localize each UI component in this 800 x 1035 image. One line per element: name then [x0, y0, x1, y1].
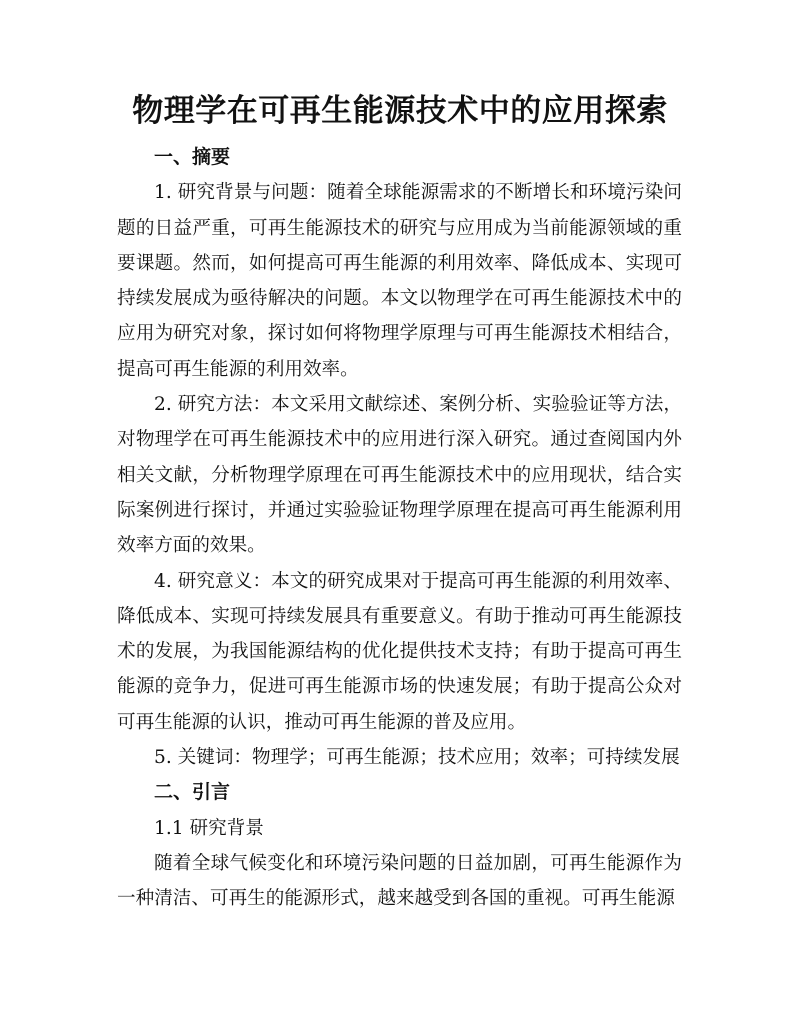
paragraph-introduction: 随着全球气候变化和环境污染问题的日益加剧，可再生能源作为一种清洁、可再生的能源形式，越来越受到各国的重视。可再生能源	[117, 852, 682, 910]
document-title: 物理学在可再生能源技术中的应用探索	[132, 93, 668, 129]
document-body	[117, 140, 682, 917]
paragraph-research-methods: 2. 研究方法：本文采用文献综述、案例分析、实验验证等方法，对物理学在可再生能源技术中的应用进行深入研究。通过查阅国内外相关文献，分析物理学原理在可再生能源技术中的应用现状，结合实际案例进行探讨，并通过实验验证物理学原理在提高可再生能源利用效率方面的效果。	[117, 394, 682, 557]
paragraph-research-significance: 4. 研究意义：本文的研究成果对于提高可再生能源的利用效率、降低成本、实现可持续发展具有重要意义。有助于推动可再生能源技术的发展，为我国能源结构的优化提供技术支持；有助于提高可再生能源的竞争力，促进可再生能源市场的快速发展；有助于提高公众对可再生能源的认识，推动可再生能源的普及应用。	[117, 570, 682, 733]
subsection-heading-background: 1.1 研究背景	[154, 817, 264, 839]
paragraph-research-background: 1. 研究背景与问题：随着全球能源需求的不断增长和环境污染问题的日益严重，可再生能源技术的研究与应用成为当前能源领域的重要课题。然而，如何提高可再生能源的利用效率、降低成本、实现可持续发展成为亟待解决的问题。本文以物理学在可再生能源技术中的应用为研究对象，探讨如何将物理学原理与可再生能源技术相结合，提高可再生能源的利用效率。	[117, 182, 682, 380]
paragraph-keywords: 5. 关键词：物理学；可再生能源；技术应用；效率；可持续发展	[154, 747, 680, 769]
section-heading-abstract: 一、摘要	[154, 146, 231, 168]
section-heading-introduction: 二、引言	[154, 781, 231, 804]
